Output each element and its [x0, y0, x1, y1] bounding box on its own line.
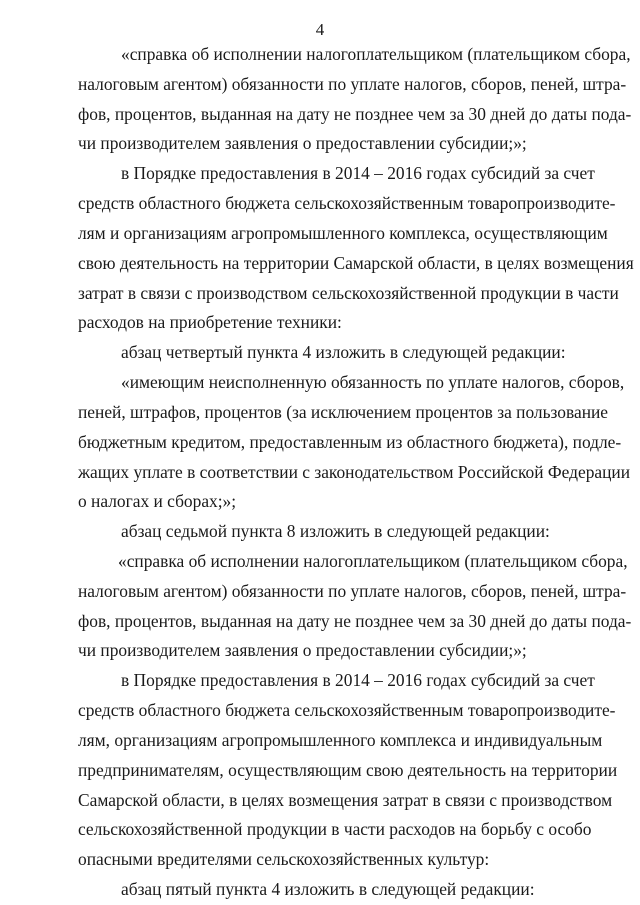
text-line: чи производителем заявления о предоставлении субсидии;»;: [78, 640, 527, 660]
text-line: фов, процентов, выданная на дату не позднее чем за 30 дней до даты пода-: [78, 104, 632, 124]
text-line: предпринимателям, осуществляющим свою деятельность на территории: [78, 760, 618, 780]
text-line: лям и организациям агропромышленного комплекса, осуществляющим: [78, 223, 608, 243]
text-line: в Порядке предоставления в 2014 – 2016 годах субсидий за счет: [121, 670, 595, 690]
text-line: абзац седьмой пункта 8 изложить в следующей редакции:: [121, 521, 550, 541]
text-line: «имеющим неисполненную обязанность по уплате налогов, сборов,: [121, 372, 625, 392]
text-line: сельскохозяйственной продукции в части расходов на борьбу с особо: [78, 819, 592, 839]
text-line: Самарской области, в целях возмещения затрат в связи с производством: [78, 790, 613, 810]
text-line: бюджетным кредитом, предоставленным из областного бюджета), подле-: [78, 432, 622, 452]
text-line: фов, процентов, выданная на дату не позднее чем за 30 дней до даты пода-: [78, 611, 632, 631]
text-line: опасными вредителями сельскохозяйственных культур:: [78, 849, 490, 869]
text-line: «справка об исполнении налогоплательщиком (плательщиком сбора,: [118, 551, 628, 571]
text-line: абзац пятый пункта 4 изложить в следующей редакции:: [121, 879, 535, 899]
text-line: абзац четвертый пункта 4 изложить в следующей редакции:: [121, 342, 566, 362]
text-line: налоговым агентом) обязанности по уплате налогов, сборов, пеней, штра-: [78, 581, 627, 601]
text-line: расходов на приобретение техники:: [78, 312, 342, 332]
text-line: налоговым агентом) обязанности по уплате налогов, сборов, пеней, штра-: [78, 74, 627, 94]
text-line: средств областного бюджета сельскохозяйственным товаропроизводите-: [78, 193, 616, 213]
text-line: «справка об исполнении налогоплательщиком (плательщиком сбора,: [121, 44, 631, 64]
text-line: в Порядке предоставления в 2014 – 2016 годах субсидий за счет: [121, 163, 595, 183]
text-line: средств областного бюджета сельскохозяйственным товаропроизводите-: [78, 700, 616, 720]
text-line: чи производителем заявления о предоставлении субсидии;»;: [78, 133, 527, 153]
text-line: затрат в связи с производством сельскохозяйственной продукции в части: [78, 283, 619, 303]
text-line: свою деятельность на территории Самарской области, в целях возмещения: [78, 253, 634, 273]
page-number: 4: [315, 20, 325, 39]
text-line: о налогах и сборах;»;: [78, 491, 237, 511]
text-line: жащих уплате в соответствии с законодательством Российской Федерации: [78, 462, 631, 482]
text-line: лям, организациям агропромышленного комплекса и индивидуальным: [78, 730, 603, 750]
text-line: пеней, штрафов, процентов (за исключением процентов за пользование: [78, 402, 609, 422]
